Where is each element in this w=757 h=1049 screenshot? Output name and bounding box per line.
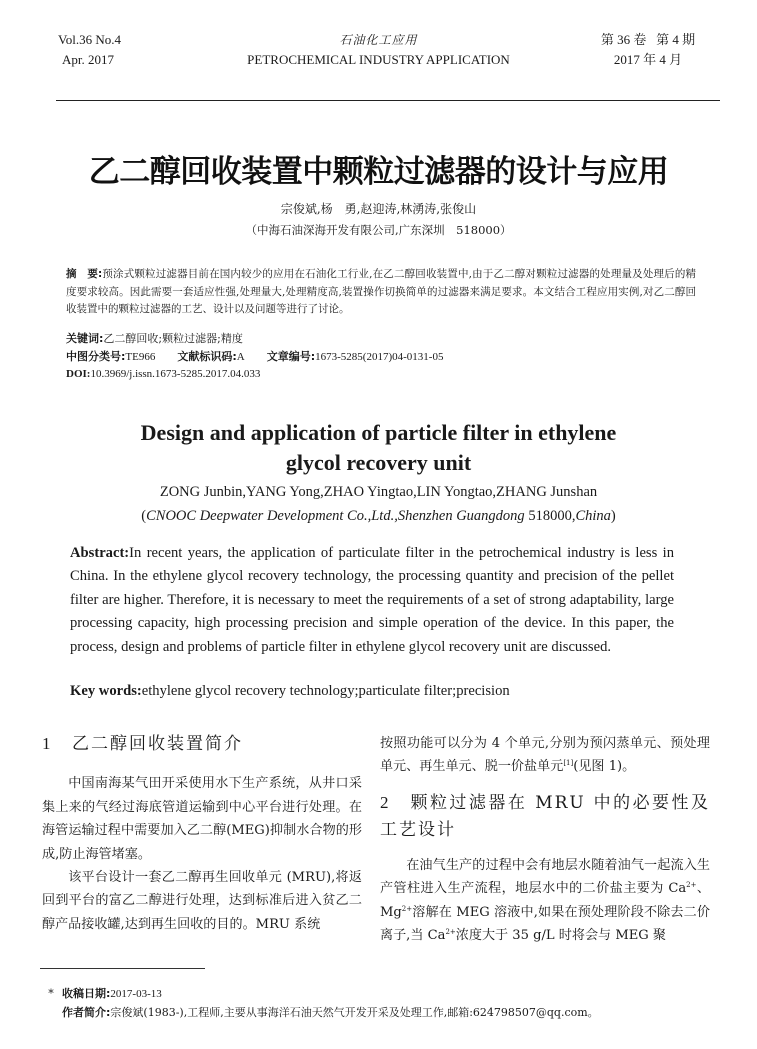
section-1-title: 乙二醇回收装置简介 bbox=[72, 734, 243, 754]
affiliation-org: CNOOC Deepwater Development Co.,Ltd.,Shenzhen Guangdong bbox=[146, 508, 525, 524]
doi-label: DOI: bbox=[66, 368, 91, 380]
doi-line bbox=[66, 366, 260, 383]
received-label: 收稿日期: bbox=[62, 987, 111, 1000]
affiliation-cn: （中海石油深海开发有限公司,广东深圳 518000） bbox=[245, 223, 512, 237]
paren-close: ) bbox=[610, 508, 616, 524]
publication-date-cn: 2017 年 4 月 bbox=[613, 52, 683, 67]
bio-text: 宗俊斌(1983-),工程师,主要从事海洋石油天然气开发开采及处理工作,邮箱:624798507@qq.com。 bbox=[110, 1006, 599, 1019]
footnote-author-bio bbox=[62, 1003, 599, 1022]
body-column-left bbox=[42, 732, 362, 936]
bio-label: 作者简介: bbox=[62, 1006, 111, 1019]
article-no-value: 1673-5285(2017)04-0131-05 bbox=[315, 351, 444, 363]
clc-label: 中图分类号: bbox=[66, 350, 126, 363]
affiliation-postcode: 518000, bbox=[524, 508, 576, 524]
journal-name-cn: 石油化工应用 bbox=[339, 33, 418, 47]
superscript-charge: 2+ bbox=[686, 881, 697, 890]
received-value: 2017-03-13 bbox=[110, 988, 162, 1000]
doc-code-value: A bbox=[236, 351, 245, 363]
footnote-received bbox=[40, 984, 162, 1004]
journal-name-en: PETROCHEMICAL INDUSTRY APPLICATION bbox=[247, 52, 510, 67]
superscript-charge: 2+ bbox=[445, 928, 456, 937]
abstract-cn-label: 摘 要: bbox=[66, 268, 103, 280]
paper-title-en bbox=[0, 418, 757, 478]
authors-en: ZONG Junbin,YANG Yong,ZHAO Yingtao,LIN Yongtao,ZHANG Junshan bbox=[159, 484, 598, 500]
keywords-cn-label: 关键词: bbox=[66, 332, 104, 345]
abstract-cn-text: 预涂式颗粒过滤器目前在国内较少的应用在石油化工行业,在乙二醇回收装置中,由于乙二醇对颗粒过滤器的处理量及处理后的精度要求较高。因此需要一套适应性强,处理量大,处理精度高,装置操作切换简单的过滤器来满足要求。本文结合工程应用实例,对乙二醇回收装置中的颗粒过滤器的工艺、设计以及问题等进行了讨论。 bbox=[66, 268, 696, 315]
body-column-right bbox=[380, 732, 710, 947]
paper-title-cn: 乙二醇回收装置中颗粒过滤器的设计与应用 bbox=[88, 154, 669, 190]
volume-issue-cn: 第 36 卷 第 4 期 bbox=[600, 32, 696, 47]
abstract-en-label: Abstract: bbox=[70, 545, 130, 561]
running-header-right bbox=[578, 30, 718, 70]
section-1-number: 1 bbox=[42, 734, 53, 753]
section-2-paragraph-1 bbox=[380, 854, 710, 948]
paragraph-text: 按照功能可以分为 4 个单元,分别为预闪蒸单元、预处理单元、再生单元、脱一价盐单元 bbox=[380, 736, 710, 775]
doc-code-label: 文献标识码: bbox=[177, 350, 237, 363]
paragraph-text-end: (见图 1)。 bbox=[573, 759, 636, 775]
paragraph-text: 浓度大于 35 g/L 时将会与 MEG 聚 bbox=[455, 928, 666, 944]
article-no-label: 文章编号: bbox=[266, 350, 316, 363]
affiliation-en bbox=[0, 508, 757, 525]
classification-line bbox=[66, 348, 443, 366]
paper-title-en-line2: glycol recovery unit bbox=[285, 450, 472, 475]
keywords-en bbox=[70, 683, 510, 700]
volume-issue: Vol.36 No.4 bbox=[58, 32, 121, 47]
abstract-en bbox=[70, 542, 674, 659]
publication-date: Apr. 2017 bbox=[62, 52, 114, 67]
footnote-rule bbox=[40, 968, 205, 969]
section-2-heading bbox=[380, 789, 710, 844]
paren-open: ( bbox=[141, 508, 147, 524]
citation-ref[interactable]: [1] bbox=[563, 759, 574, 768]
section-1-paragraph-2-continued bbox=[380, 732, 710, 779]
header-rule bbox=[56, 100, 720, 101]
abstract-en-text: In recent years, the application of particulate filter in the petrochemical industry is less in China. In the ethylene glycol recovery technology, the processing quantity and precision of the pellet filter are higher. Therefore, it is necessary to meet the requirements of a set of strong adaptability, large processing capacity, high processing precision and simple operation of the device. In this paper, the process, design and problems of particle filter in ethylene glycol recovery unit are discussed. bbox=[70, 545, 674, 655]
clc-value: TE966 bbox=[125, 351, 156, 363]
authors-cn: 宗俊斌,杨 勇,赵迎涛,林湧涛,张俊山 bbox=[280, 202, 477, 216]
section-2-number: 2 bbox=[380, 792, 391, 812]
keywords-en-text: ethylene glycol recovery technology;particulate filter;precision bbox=[141, 683, 510, 699]
superscript-charge: 2+ bbox=[401, 904, 413, 913]
paper-title-en-line1: Design and application of particle filter in ethylene bbox=[140, 420, 617, 445]
keywords-cn-text: 乙二醇回收;颗粒过滤器;精度 bbox=[103, 332, 243, 345]
section-2-title: 颗粒过滤器在 MRU 中的必要性及工艺设计 bbox=[380, 792, 710, 840]
paragraph-text: 在油气生产的过程中会有地层水随着油气一起流入生产管柱进入生产流程，地层水中的二价盐主要为 Ca bbox=[380, 857, 710, 897]
keywords-en-label: Key words: bbox=[70, 683, 142, 699]
affiliation-country: China bbox=[575, 508, 611, 524]
doi-value[interactable]: 10.3969/j.issn.1673-5285.2017.04.033 bbox=[90, 368, 261, 380]
footnote-star: * bbox=[48, 987, 54, 1000]
paragraph-text: 、Mg bbox=[380, 881, 710, 920]
keywords-cn bbox=[66, 330, 243, 347]
section-1-paragraph-1: 中国南海某气田开采使用水下生产系统，从井口采集上来的气经过海底管道运输到中心平台进行处理。在海管运输过程中需要加入乙二醇(MEG)抑制水合物的形成,防止海管堵塞。 bbox=[42, 776, 362, 862]
section-1-paragraph-2: 该平台设计一套乙二醇再生回收单元 (MRU),将返回到平台的富乙二醇进行处理，达到标准后进入贫乙二醇产品接收罐,达到再生回收的目的。MRU 系统 bbox=[42, 870, 362, 932]
section-1-heading bbox=[42, 732, 362, 756]
paragraph-text: 溶解在 MEG 溶液中,如果在预处理阶段不除去二价离子,当 Ca bbox=[380, 904, 710, 944]
abstract-cn bbox=[66, 266, 696, 319]
